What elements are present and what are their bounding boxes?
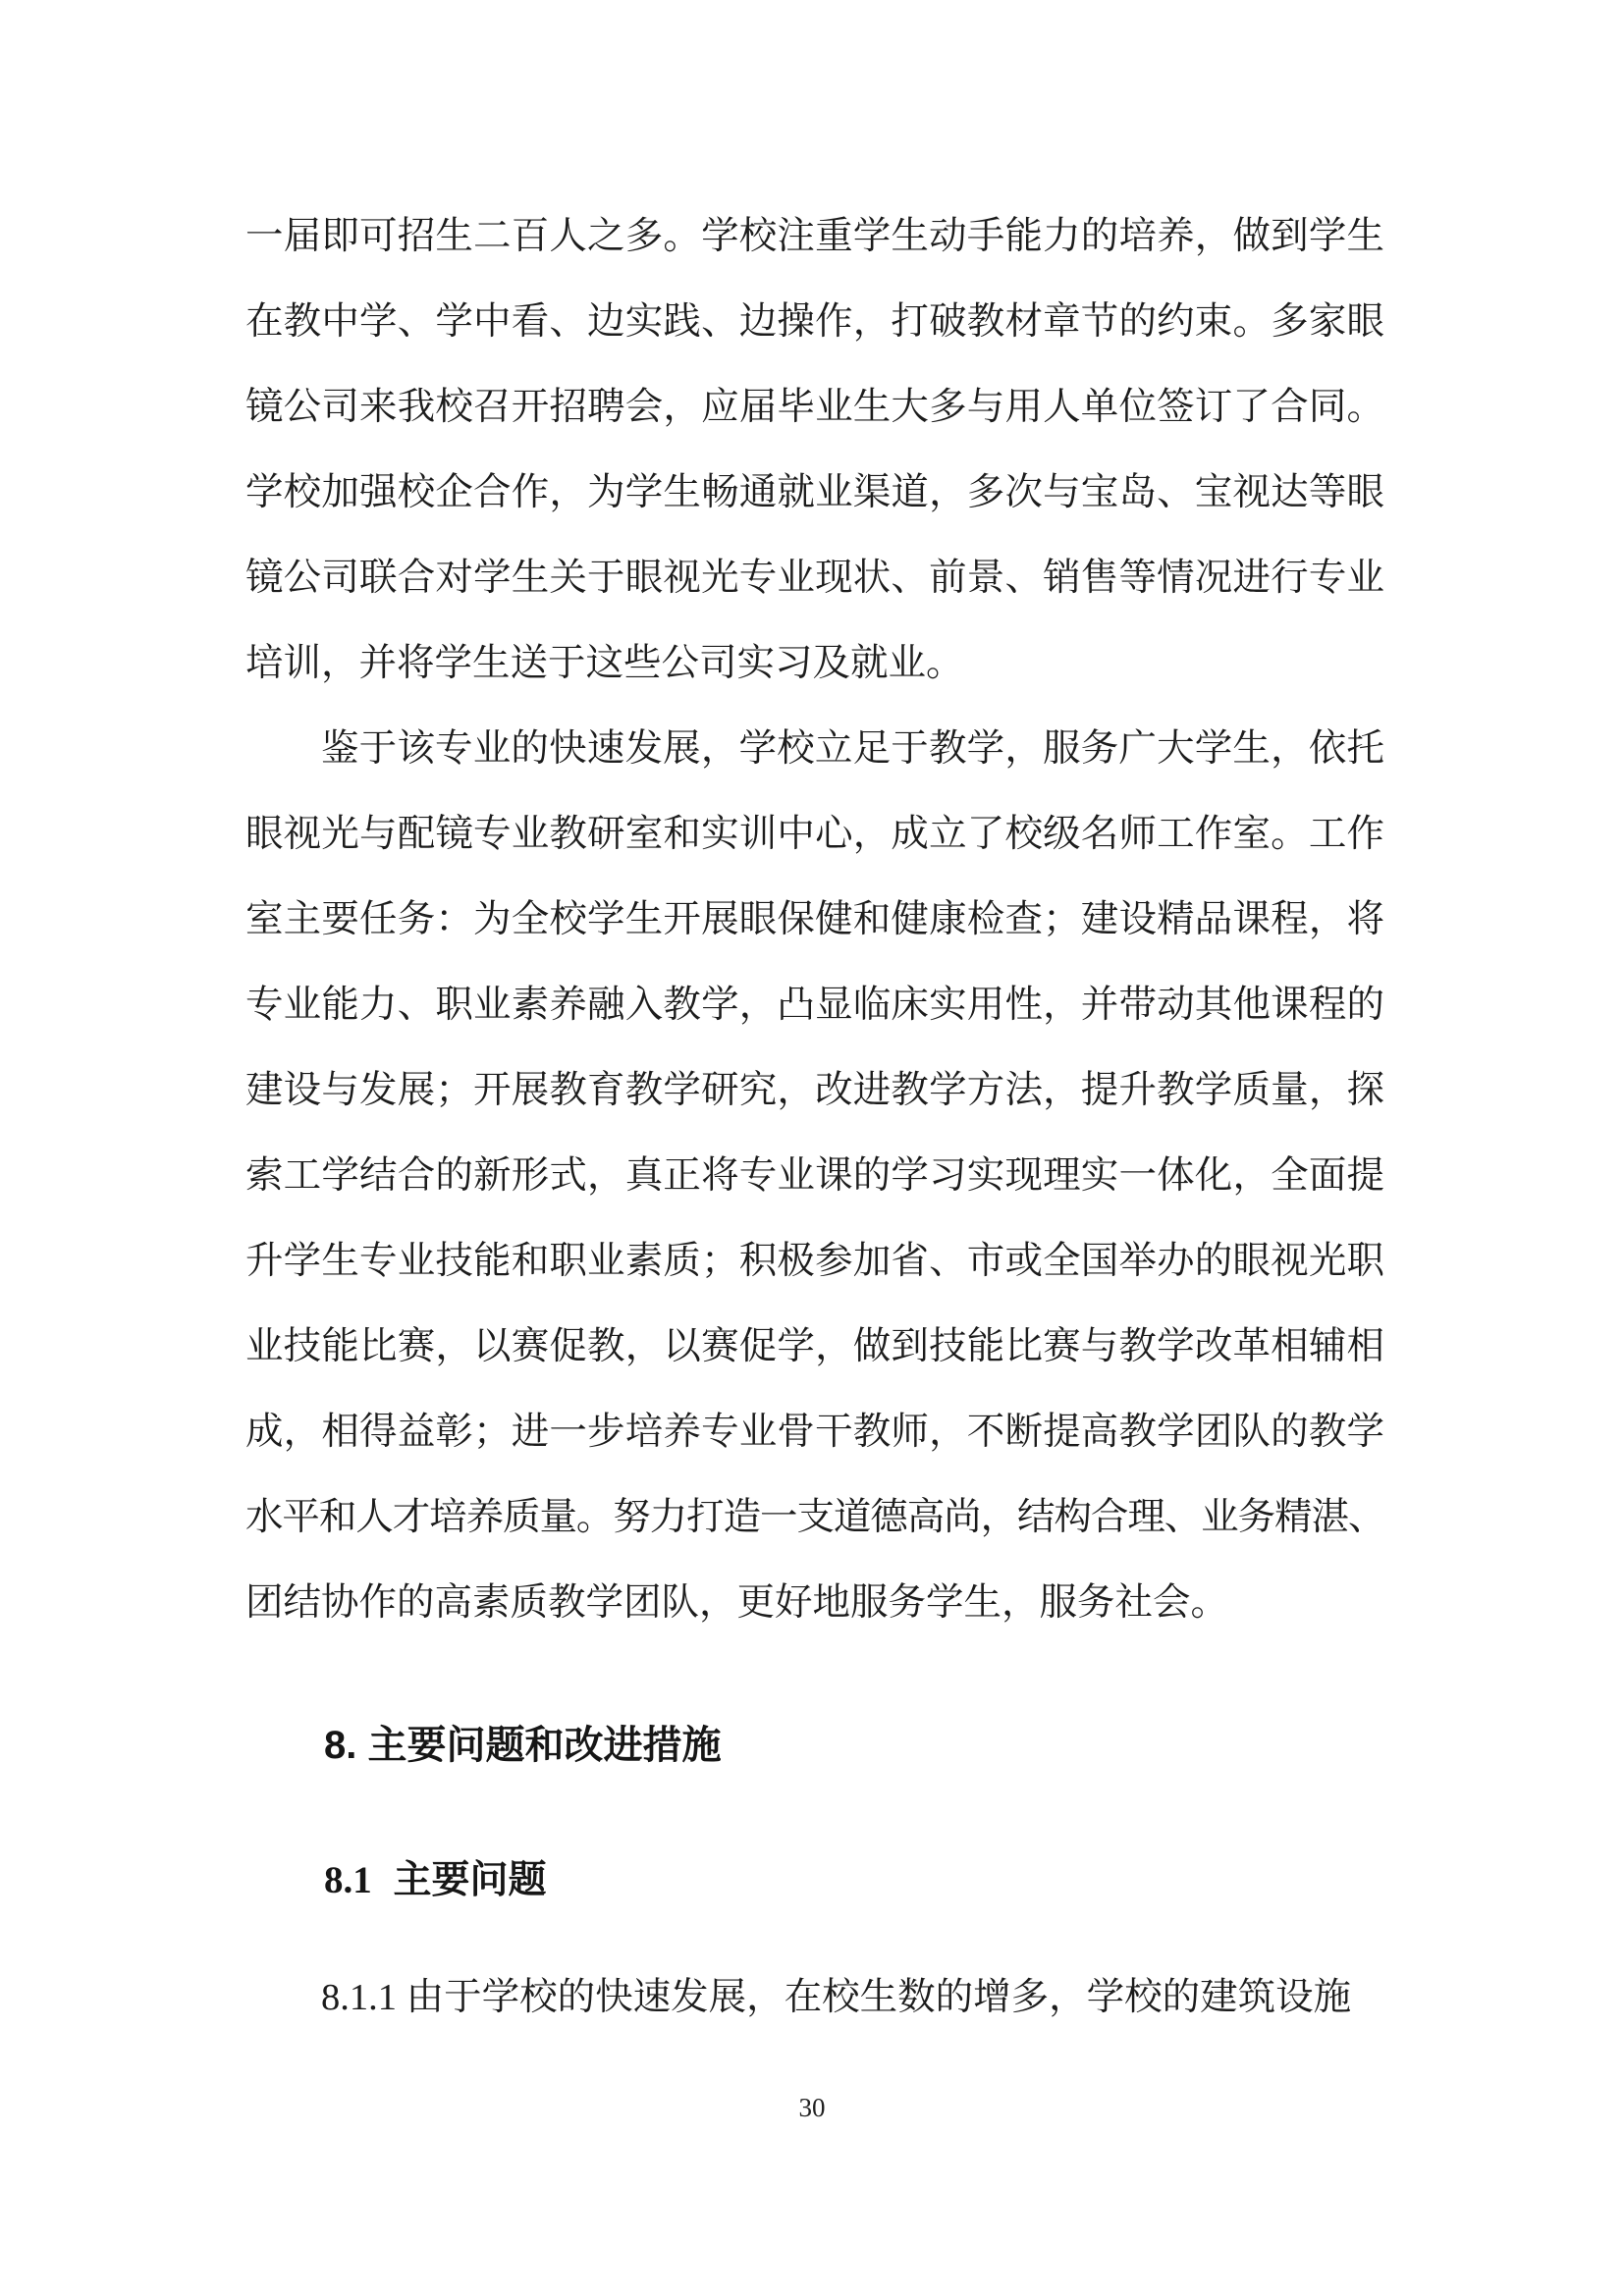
page-number: 30 — [798, 2093, 826, 2122]
section-heading: 8. 主要问题和改进措施 — [324, 1724, 722, 1767]
text-line: 团结协作的高素质教学团队，更好地服务学生，服务社会。 — [245, 1582, 1229, 1624]
text-line: 专业能力、职业素养融入教学，凸显临床实用性，并带动其他课程的 — [245, 985, 1384, 1026]
text-line: 眼视光与配镜专业教研室和实训中心，成立了校级名师工作室。工作 — [245, 814, 1384, 855]
text-line: 室主要任务：为全校学生开展眼保健和健康检查；建设精品课程，将 — [245, 899, 1384, 940]
text-line: 索工学结合的新形式，真正将专业课的学习实现理实一体化，全面提 — [245, 1155, 1384, 1197]
subsection-paragraph: 8.1.1 由于学校的快速发展，在校生数的增多，学校的建筑设施 — [321, 1977, 1352, 2018]
text-line: 镜公司联合对学生关于眼视光专业现状、前景、销售等情况进行专业 — [245, 558, 1384, 599]
text-line: 水平和人才培养质量。努力打造一支道德高尚，结构合理、业务精湛、 — [245, 1497, 1384, 1538]
body-text — [245, 194, 1384, 1646]
text-line: 一届即可招生二百人之多。学校注重学生动手能力的培养，做到学生 — [245, 216, 1384, 257]
text-line: 培训，并将学生送于这些公司实习及就业。 — [245, 643, 964, 684]
text-line: 升学生专业技能和职业素质；积极参加省、市或全国举办的眼视光职 — [245, 1241, 1384, 1282]
text-line: 学校加强校企合作，为学生畅通就业渠道，多次与宝岛、宝视达等眼 — [245, 472, 1384, 513]
text-line: 鉴于该专业的快速发展，学校立足于教学，服务广大学生，依托 — [321, 728, 1384, 770]
subsection-heading: 8.1 主要问题 — [324, 1859, 547, 1901]
text-line: 成，相得益彰；进一步培养专业骨干教师，不断提高教学团队的教学 — [245, 1412, 1384, 1453]
text-line: 在教中学、学中看、边实践、边操作，打破教材章节的约束。多家眼 — [245, 301, 1384, 343]
text-line: 业技能比赛，以赛促教，以赛促学，做到技能比赛与教学改革相辅相 — [245, 1326, 1384, 1367]
text-line: 建设与发展；开展教育教学研究，改进教学方法，提升教学质量，探 — [245, 1070, 1384, 1111]
text-line: 镜公司来我校召开招聘会，应届毕业生大多与用人单位签订了合同。 — [245, 387, 1384, 428]
